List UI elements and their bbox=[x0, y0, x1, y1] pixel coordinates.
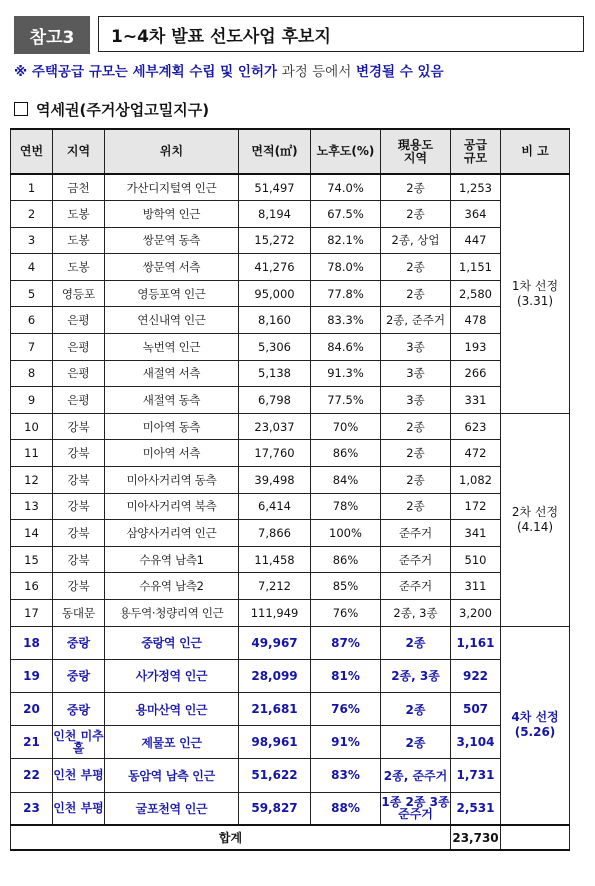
cell-aging: 91% bbox=[311, 726, 381, 759]
section-heading bbox=[14, 99, 209, 120]
cell-supply: 623 bbox=[451, 413, 501, 440]
cell-area: 6,798 bbox=[239, 387, 311, 414]
section-title: 역세권(주거상업고밀지구) bbox=[36, 101, 210, 119]
cell-location: 새절역 동측 bbox=[105, 387, 239, 414]
cell-region: 강북 bbox=[53, 440, 105, 467]
notice-part1: 주택공급 규모는 세부계획 수립 및 인허가 bbox=[31, 64, 278, 80]
cell-zone: 2종 bbox=[381, 726, 451, 759]
cell-area: 51,622 bbox=[239, 759, 311, 792]
table-row bbox=[11, 493, 570, 520]
cell-no: 14 bbox=[11, 520, 53, 547]
cell-aging: 82.1% bbox=[311, 227, 381, 254]
table-row bbox=[11, 600, 570, 627]
cell-area: 8,194 bbox=[239, 201, 311, 228]
cell-note-group-2 bbox=[501, 413, 570, 626]
total-supply: 23,730 bbox=[451, 825, 501, 850]
cell-location: 가산디지털역 인근 bbox=[105, 174, 239, 201]
candidate-sites-table bbox=[10, 128, 570, 851]
table-row bbox=[11, 626, 570, 659]
cell-location: 동암역 남측 인근 bbox=[105, 759, 239, 792]
cell-region: 중랑 bbox=[53, 626, 105, 659]
cell-no: 4 bbox=[11, 254, 53, 281]
cell-supply: 1,253 bbox=[451, 174, 501, 201]
cell-aging: 83.3% bbox=[311, 307, 381, 334]
total-row bbox=[11, 825, 570, 850]
cell-aging: 91.3% bbox=[311, 360, 381, 387]
header-no: 연번 bbox=[11, 129, 53, 174]
cell-location: 사가정역 인근 bbox=[105, 659, 239, 692]
note-date: (5.26) bbox=[514, 725, 556, 740]
cell-aging: 77.8% bbox=[311, 280, 381, 307]
cell-aging: 83% bbox=[311, 759, 381, 792]
cell-supply: 507 bbox=[451, 692, 501, 725]
cell-region: 인천 미추홀 bbox=[53, 726, 105, 759]
cell-area: 17,760 bbox=[239, 440, 311, 467]
cell-note-group-3 bbox=[501, 626, 570, 825]
cell-aging: 100% bbox=[311, 520, 381, 547]
cell-location: 영등포역 인근 bbox=[105, 280, 239, 307]
header-zone-l2: 지역 bbox=[403, 150, 428, 165]
cell-supply: 2,531 bbox=[451, 792, 501, 825]
cell-no: 8 bbox=[11, 360, 53, 387]
cell-aging: 78.0% bbox=[311, 254, 381, 281]
table-row bbox=[11, 254, 570, 281]
cell-location: 삼양사거리역 인근 bbox=[105, 520, 239, 547]
cell-no: 23 bbox=[11, 792, 53, 825]
cell-no: 9 bbox=[11, 387, 53, 414]
cell-region: 도봉 bbox=[53, 227, 105, 254]
notice-part3: 변경될 수 있음 bbox=[355, 64, 444, 80]
cell-area: 39,498 bbox=[239, 467, 311, 494]
cell-region: 강북 bbox=[53, 493, 105, 520]
header-zone-l1: 現용도 bbox=[397, 137, 434, 152]
notice-mark: ※ bbox=[14, 64, 28, 80]
cell-location: 제물포 인근 bbox=[105, 726, 239, 759]
cell-region: 도봉 bbox=[53, 201, 105, 228]
header-note: 비 고 bbox=[501, 129, 570, 174]
cell-no: 7 bbox=[11, 334, 53, 361]
cell-area: 8,160 bbox=[239, 307, 311, 334]
reference-tag: 참고3 bbox=[14, 16, 90, 54]
table-row bbox=[11, 307, 570, 334]
table-row bbox=[11, 334, 570, 361]
notice-part2: 과정 등에서 bbox=[281, 64, 352, 80]
cell-supply: 1,731 bbox=[451, 759, 501, 792]
cell-aging: 70% bbox=[311, 413, 381, 440]
cell-aging: 84.6% bbox=[311, 334, 381, 361]
table-row bbox=[11, 201, 570, 228]
table-row bbox=[11, 520, 570, 547]
cell-supply: 1,082 bbox=[451, 467, 501, 494]
cell-zone: 2종, 3종 bbox=[381, 600, 451, 627]
cell-location: 굴포천역 인근 bbox=[105, 792, 239, 825]
cell-area: 41,276 bbox=[239, 254, 311, 281]
cell-area: 98,961 bbox=[239, 726, 311, 759]
cell-location: 방학역 인근 bbox=[105, 201, 239, 228]
cell-aging: 76% bbox=[311, 692, 381, 725]
cell-aging: 74.0% bbox=[311, 174, 381, 201]
cell-area: 111,949 bbox=[239, 600, 311, 627]
cell-aging: 77.5% bbox=[311, 387, 381, 414]
cell-region: 강북 bbox=[53, 413, 105, 440]
cell-zone: 2종 bbox=[381, 201, 451, 228]
cell-region: 은평 bbox=[53, 387, 105, 414]
cell-region: 금천 bbox=[53, 174, 105, 201]
table-header-row bbox=[11, 129, 570, 174]
cell-region: 강북 bbox=[53, 573, 105, 600]
cell-no: 13 bbox=[11, 493, 53, 520]
cell-no: 11 bbox=[11, 440, 53, 467]
checkbox-square-icon bbox=[14, 102, 28, 116]
cell-supply: 472 bbox=[451, 440, 501, 467]
table-row bbox=[11, 440, 570, 467]
cell-supply: 364 bbox=[451, 201, 501, 228]
table-row bbox=[11, 692, 570, 725]
cell-zone: 2종, 상업 bbox=[381, 227, 451, 254]
cell-area: 49,967 bbox=[239, 626, 311, 659]
table-row bbox=[11, 413, 570, 440]
header-supply bbox=[451, 129, 501, 174]
cell-supply: 510 bbox=[451, 546, 501, 573]
cell-supply: 2,580 bbox=[451, 280, 501, 307]
cell-region: 중랑 bbox=[53, 692, 105, 725]
cell-zone: 2종 bbox=[381, 467, 451, 494]
cell-zone: 준주거 bbox=[381, 520, 451, 547]
header-region: 지역 bbox=[53, 129, 105, 174]
note-label: 4차 선정 bbox=[511, 710, 559, 725]
document-title: 1~4차 발표 선도사업 후보지 bbox=[98, 16, 584, 52]
cell-region: 인천 부평 bbox=[53, 792, 105, 825]
cell-area: 59,827 bbox=[239, 792, 311, 825]
cell-supply: 341 bbox=[451, 520, 501, 547]
cell-zone: 2종, 준주거 bbox=[381, 759, 451, 792]
cell-area: 15,272 bbox=[239, 227, 311, 254]
cell-region: 강북 bbox=[53, 467, 105, 494]
cell-supply: 1,161 bbox=[451, 626, 501, 659]
cell-area: 28,099 bbox=[239, 659, 311, 692]
cell-supply: 478 bbox=[451, 307, 501, 334]
cell-aging: 78% bbox=[311, 493, 381, 520]
cell-location: 새절역 서측 bbox=[105, 360, 239, 387]
cell-region: 강북 bbox=[53, 546, 105, 573]
cell-location: 연신내역 인근 bbox=[105, 307, 239, 334]
cell-zone: 2종 bbox=[381, 254, 451, 281]
cell-supply: 311 bbox=[451, 573, 501, 600]
cell-no: 1 bbox=[11, 174, 53, 201]
cell-location: 미아역 동측 bbox=[105, 413, 239, 440]
cell-zone: 2종 bbox=[381, 440, 451, 467]
cell-zone: 1종 2종 3종 준주거 bbox=[381, 792, 451, 825]
cell-aging: 86% bbox=[311, 440, 381, 467]
cell-zone: 준주거 bbox=[381, 573, 451, 600]
table-row bbox=[11, 280, 570, 307]
cell-area: 51,497 bbox=[239, 174, 311, 201]
cell-no: 12 bbox=[11, 467, 53, 494]
cell-region: 영등포 bbox=[53, 280, 105, 307]
cell-supply: 1,151 bbox=[451, 254, 501, 281]
cell-aging: 87% bbox=[311, 626, 381, 659]
cell-supply: 3,200 bbox=[451, 600, 501, 627]
cell-no: 20 bbox=[11, 692, 53, 725]
table-row bbox=[11, 726, 570, 759]
cell-aging: 67.5% bbox=[311, 201, 381, 228]
table-row bbox=[11, 387, 570, 414]
cell-location: 용마산역 인근 bbox=[105, 692, 239, 725]
cell-no: 3 bbox=[11, 227, 53, 254]
header-location: 위치 bbox=[105, 129, 239, 174]
cell-area: 5,138 bbox=[239, 360, 311, 387]
header-area: 면적(㎡) bbox=[239, 129, 311, 174]
note-date: (4.14) bbox=[516, 519, 554, 534]
cell-area: 7,866 bbox=[239, 520, 311, 547]
cell-zone: 2종, 준주거 bbox=[381, 307, 451, 334]
cell-area: 6,414 bbox=[239, 493, 311, 520]
cell-zone: 2종 bbox=[381, 626, 451, 659]
cell-no: 16 bbox=[11, 573, 53, 600]
cell-zone: 준주거 bbox=[381, 546, 451, 573]
cell-zone: 3종 bbox=[381, 360, 451, 387]
cell-location: 녹번역 인근 bbox=[105, 334, 239, 361]
cell-region: 중랑 bbox=[53, 659, 105, 692]
cell-location: 수유역 남측2 bbox=[105, 573, 239, 600]
cell-location: 수유역 남측1 bbox=[105, 546, 239, 573]
cell-area: 7,212 bbox=[239, 573, 311, 600]
cell-no: 2 bbox=[11, 201, 53, 228]
cell-area: 21,681 bbox=[239, 692, 311, 725]
table-row bbox=[11, 659, 570, 692]
table-row bbox=[11, 227, 570, 254]
table-row bbox=[11, 759, 570, 792]
cell-location: 용두역·청량리역 인근 bbox=[105, 600, 239, 627]
cell-supply: 193 bbox=[451, 334, 501, 361]
cell-supply: 3,104 bbox=[451, 726, 501, 759]
cell-zone: 3종 bbox=[381, 334, 451, 361]
cell-no: 10 bbox=[11, 413, 53, 440]
cell-region: 은평 bbox=[53, 334, 105, 361]
cell-zone: 2종 bbox=[381, 174, 451, 201]
cell-zone: 2종 bbox=[381, 493, 451, 520]
cell-aging: 81% bbox=[311, 659, 381, 692]
cell-zone: 2종 bbox=[381, 413, 451, 440]
cell-location: 쌍문역 서측 bbox=[105, 254, 239, 281]
cell-aging: 76% bbox=[311, 600, 381, 627]
cell-no: 5 bbox=[11, 280, 53, 307]
cell-area: 5,306 bbox=[239, 334, 311, 361]
cell-area: 23,037 bbox=[239, 413, 311, 440]
note-date: (3.31) bbox=[516, 293, 554, 308]
cell-region: 강북 bbox=[53, 520, 105, 547]
header-zone bbox=[381, 129, 451, 174]
cell-supply: 447 bbox=[451, 227, 501, 254]
notice-line bbox=[14, 60, 589, 80]
table-row bbox=[11, 792, 570, 825]
header-aging: 노후도(%) bbox=[311, 129, 381, 174]
cell-region: 인천 부평 bbox=[53, 759, 105, 792]
cell-zone: 2종 bbox=[381, 280, 451, 307]
cell-note-group-1 bbox=[501, 174, 570, 413]
cell-aging: 88% bbox=[311, 792, 381, 825]
cell-supply: 922 bbox=[451, 659, 501, 692]
cell-supply: 266 bbox=[451, 360, 501, 387]
cell-area: 11,458 bbox=[239, 546, 311, 573]
header-supply-l1: 공급 bbox=[463, 137, 488, 152]
cell-location: 쌍문역 동측 bbox=[105, 227, 239, 254]
cell-no: 18 bbox=[11, 626, 53, 659]
cell-aging: 84% bbox=[311, 467, 381, 494]
cell-aging: 86% bbox=[311, 546, 381, 573]
header-supply-l2: 규모 bbox=[463, 150, 488, 165]
cell-zone: 2종, 3종 bbox=[381, 659, 451, 692]
cell-region: 은평 bbox=[53, 360, 105, 387]
cell-location: 중랑역 인근 bbox=[105, 626, 239, 659]
cell-region: 은평 bbox=[53, 307, 105, 334]
cell-location: 미아역 서측 bbox=[105, 440, 239, 467]
cell-no: 6 bbox=[11, 307, 53, 334]
cell-zone: 2종 bbox=[381, 692, 451, 725]
table-row bbox=[11, 360, 570, 387]
cell-zone: 3종 bbox=[381, 387, 451, 414]
note-label: 1차 선정 bbox=[511, 278, 559, 293]
cell-no: 15 bbox=[11, 546, 53, 573]
total-note bbox=[501, 825, 570, 850]
total-label: 합계 bbox=[11, 825, 451, 850]
note-label: 2차 선정 bbox=[511, 504, 559, 519]
cell-no: 17 bbox=[11, 600, 53, 627]
cell-region: 도봉 bbox=[53, 254, 105, 281]
cell-supply: 172 bbox=[451, 493, 501, 520]
cell-location: 미아사거리역 북측 bbox=[105, 493, 239, 520]
cell-aging: 85% bbox=[311, 573, 381, 600]
table-row bbox=[11, 573, 570, 600]
cell-no: 22 bbox=[11, 759, 53, 792]
table-row bbox=[11, 546, 570, 573]
cell-supply: 331 bbox=[451, 387, 501, 414]
table-row bbox=[11, 467, 570, 494]
cell-area: 95,000 bbox=[239, 280, 311, 307]
cell-no: 21 bbox=[11, 726, 53, 759]
cell-region: 동대문 bbox=[53, 600, 105, 627]
cell-location: 미아사거리역 동측 bbox=[105, 467, 239, 494]
cell-no: 19 bbox=[11, 659, 53, 692]
table-row bbox=[11, 174, 570, 201]
